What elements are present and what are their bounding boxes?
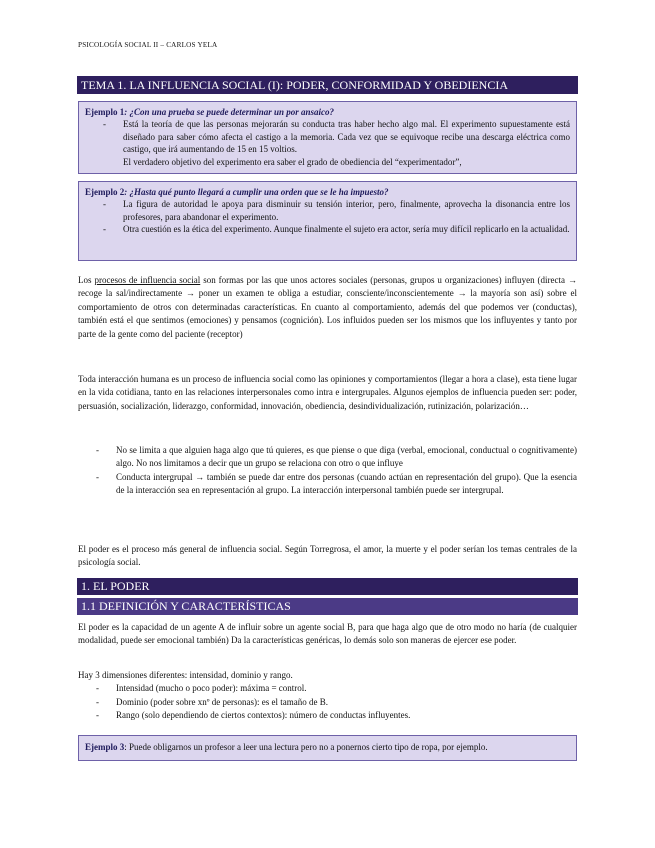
dash-marker: -: [103, 224, 106, 235]
example-2-bullet-2: [85, 223, 570, 235]
list-item-text: No se limita a que alguien haga algo que tú quieres, es que piense o que diga (verbal, emocional, conductual o cognitivamente) algo. No nos limitamos a decir que un grupo se relaciona con otro o que influye: [116, 445, 577, 469]
list-item: [78, 696, 577, 709]
list-item-text: Conducta intergrupal → también se puede dar entre dos personas (cuando actúan en representación del grupo). Que la esencia de la interacción sea en representación al grupo. La interacción interpersonal también puede ser intergrupal.: [116, 471, 577, 496]
list-item-text: Dominio (poder sobre xnº de personas): es el tamaño de B.: [116, 696, 328, 707]
page-header: PSICOLOGÍA SOCIAL II – CARLOS YELA: [78, 41, 218, 49]
dash-marker: -: [96, 710, 99, 721]
example-2-question: : ¿Hasta qué punto llegará a cumplir una orden que se le ha impuesto?: [124, 187, 389, 197]
example-2-bullet-1-text: La figura de autoridad le apoya para disminuir su tensión interior, pero, finalmente, aprovecha la disonancia entre los profesores, para abandonar el experimento.: [123, 199, 570, 222]
list-item: [78, 709, 577, 722]
example-1-bullet: [85, 118, 570, 155]
heading-el-poder: 1. EL PODER: [77, 578, 578, 595]
example-1-title: [85, 106, 570, 118]
paragraph-power-definition: El poder es la capacidad de un agente A de influir sobre un agente social B, para que haga algo que de otro modo no haría (de cualquier modalidad, puede ser emocional también) Da la características genéricas, lo demás solo son maneras de ejercer ese poder.: [78, 622, 577, 646]
example-2-label: Ejemplo 2: [85, 187, 125, 197]
example-3-label: Ejemplo 3: [85, 742, 125, 752]
dimensions-intro: Hay 3 dimensiones diferentes: intensidad, dominio y rango.: [78, 670, 293, 680]
section-title-bar: TEMA 1. LA INFLUENCIA SOCIAL (I): PODER, CONFORMIDAD Y OBEDIENCIA: [77, 76, 578, 94]
paragraph-1-lead: Los: [78, 275, 95, 285]
example-2-bullet-2-text: Otra cuestión es la ética del experimento. Aunque finalmente el sujeto era actor, sería muy difícil replicarlo en la actualidad.: [123, 224, 570, 235]
dash-marker: -: [103, 119, 106, 130]
heading-definicion: 1.1 DEFINICIÓN Y CARACTERÍSTICAS: [77, 598, 578, 615]
list-item: [78, 682, 577, 695]
example-2-bullet-1: [85, 198, 570, 223]
example-3-box: [78, 735, 577, 761]
dash-marker: -: [96, 683, 99, 694]
paragraph-power-general: El poder es el proceso más general de influencia social. Según Torregrosa, el amor, la muerte y el poder serían los temas centrales de la psicología social.: [78, 544, 577, 568]
dimensions-block: [78, 669, 577, 723]
term-influence-processes: procesos de influencia social: [94, 275, 201, 285]
list-influence-notes: [78, 444, 577, 498]
list-item-text: Rango (solo dependiendo de ciertos contextos): número de conductas influyentes.: [116, 710, 411, 721]
paragraph-human-interaction: Toda interacción humana es un proceso de influencia social como las opiniones y comportamientos (llegar a hora a clase), esta tiene lugar en la vida cotidiana, tanto en las relaciones interpersonales como intra e intergrupales. Algunos ejemplos de influencia pueden ser: poder, persuasión, socialización, liderazgo, conformidad, innovación, obediencia, desindividualización, rutinización, polarización…: [78, 374, 577, 411]
paragraph-1-rest: son formas por las que unos actores sociales (personas, grupos u organizaciones) influyen (directa → recoge la sal/indirectamente → poner un examen te obliga a estudiar, consciente/inconscientemente → la mayoría son así) sobre el comportamiento de otros con determinadas características. En cuanto al comportamiento, además del que podemos ver (conductas), también está el que sentimos (emociones) y pensamos (cognición). Los influidos pueden ser los mismos que los influyentes y tanto por parte de la gente como del paciente (receptor): [78, 275, 577, 339]
example-1-bullet-text: Está la teoría de que las personas mejorarán su conducta tras haber hecho algo mal. El experimento supuestamente está diseñado para saber cómo afecta el castigo a la memoria. Cada vez que se equivoque recibe una descarga eléctrica como castigo, que irá aumentando de 15 en 15 voltios.: [123, 119, 570, 155]
example-2-box: [78, 181, 577, 261]
dash-marker: -: [96, 471, 99, 482]
list-item: [78, 444, 577, 471]
list-item-text: Intensidad (mucho o poco poder): máxima = control.: [116, 683, 307, 694]
dash-marker: -: [96, 445, 99, 455]
list-item: [78, 471, 577, 498]
example-1-label: Ejemplo 1: [85, 107, 125, 117]
example-2-title: [85, 186, 570, 198]
example-1-line2: El verdadero objetivo del experimento era saber el grado de obediencia del “experimentador”,: [123, 156, 462, 167]
dash-marker: -: [96, 696, 99, 707]
example-1-question: : ¿Con una prueba se puede determinar un por ansaico?: [124, 107, 335, 117]
paragraph-influence-processes: [78, 274, 577, 341]
example-3-text: : Puede obligarnos un profesor a leer una lectura pero no a ponernos cierto tipo de ropa, por ejemplo.: [124, 742, 488, 752]
example-1-box: [78, 101, 577, 174]
dash-marker: -: [103, 199, 106, 210]
